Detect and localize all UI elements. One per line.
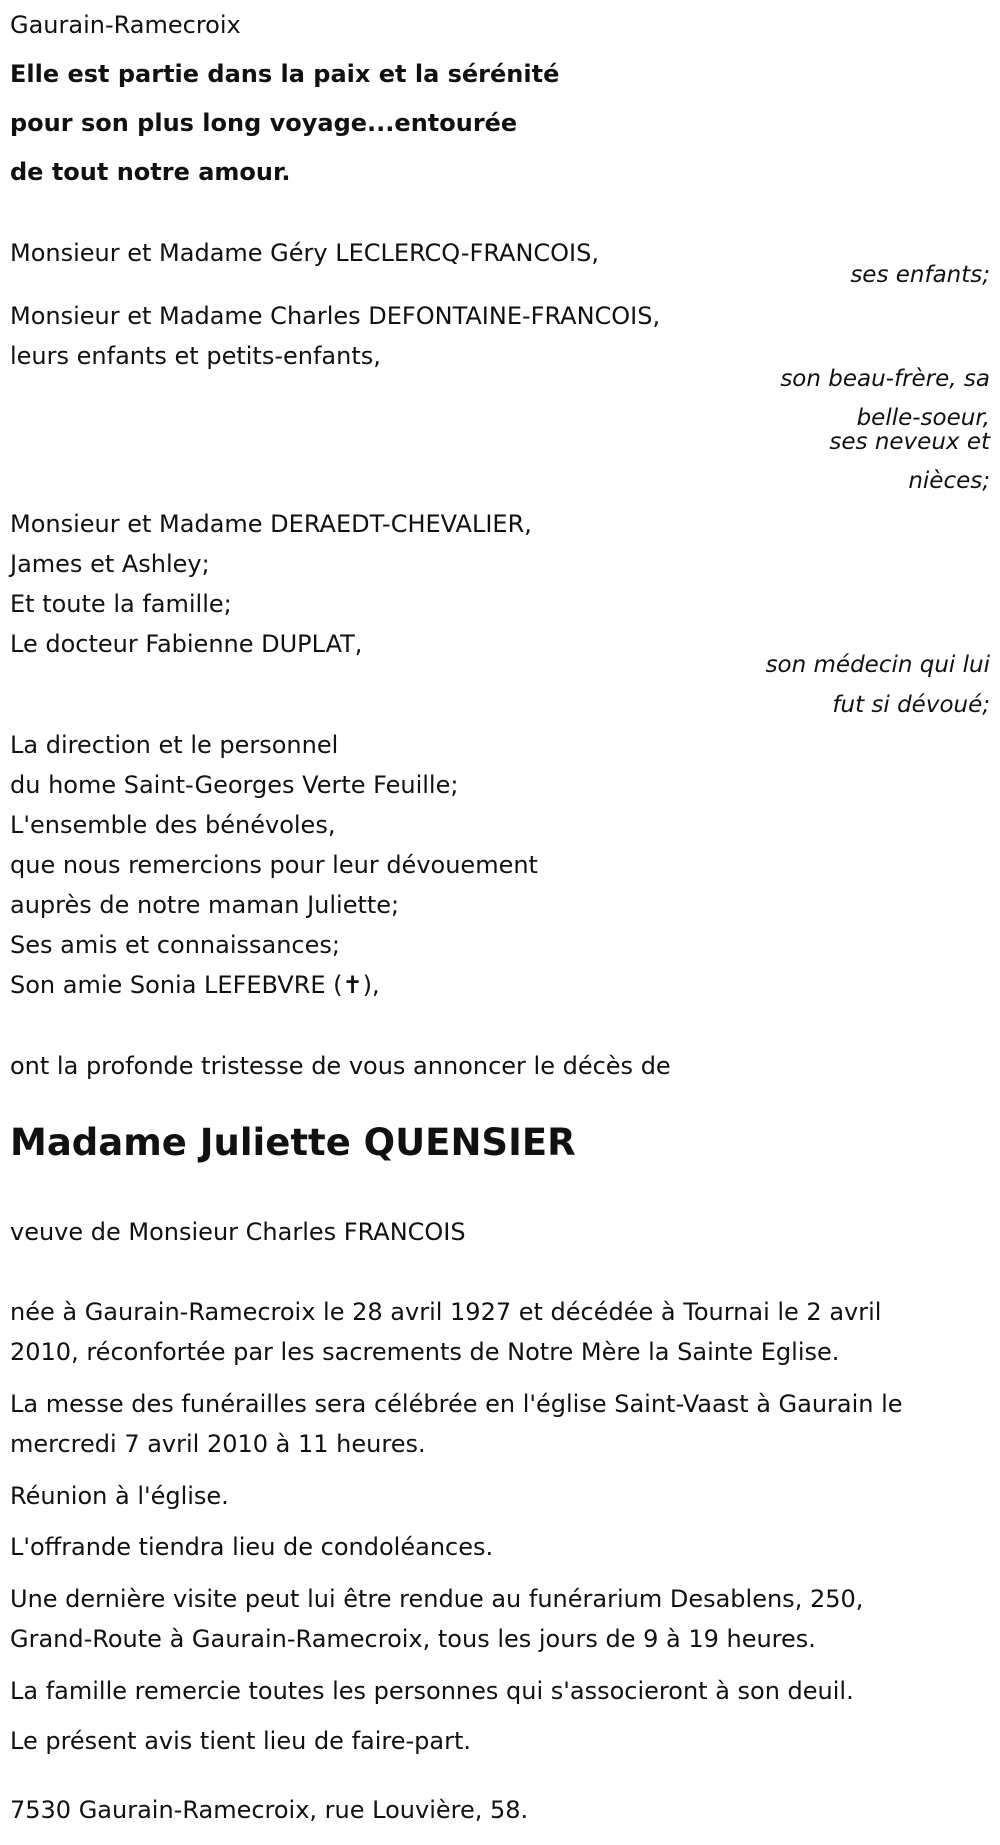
family-james-ashley: James et Ashley; — [10, 550, 210, 578]
family-grandchildren: leurs enfants et petits-enfants, — [10, 342, 381, 370]
meeting-info: Réunion à l'église. — [10, 1482, 229, 1510]
thanks-line-5: auprès de notre maman Juliette; — [10, 891, 400, 919]
deceased-name: Madame Juliette QUENSIER — [10, 1121, 576, 1164]
widow-of: veuve de Monsieur Charles FRANCOIS — [10, 1218, 466, 1246]
inlaws-role-1: son beau-frère, sa — [780, 366, 990, 392]
announcement: ont la profonde tristesse de vous annoncer le décès de — [10, 1052, 671, 1080]
birth-death-line-2: 2010, réconfortée par les sacrements de Notre Mère la Sainte Eglise. — [10, 1338, 840, 1366]
notice-info: Le présent avis tient lieu de faire-part. — [10, 1727, 472, 1755]
family-leclercq: Monsieur et Madame Géry LECLERCQ-FRANCOIS, — [10, 239, 599, 267]
mass-line-2: mercredi 7 avril 2010 à 11 heures. — [10, 1430, 426, 1458]
doctor-role-1: son médecin qui lui — [765, 652, 990, 678]
thanks-line-3: L'ensemble des bénévoles, — [10, 811, 336, 839]
verse-line-1: Elle est partie dans la paix et la sérénité — [10, 60, 560, 88]
visit-line-2: Grand-Route à Gaurain-Ramecroix, tous les jours de 9 à 19 heures. — [10, 1625, 816, 1653]
address: 7530 Gaurain-Ramecroix, rue Louvière, 58. — [10, 1796, 529, 1824]
family-doctor: Le docteur Fabienne DUPLAT, — [10, 630, 363, 658]
inlaws-role-4: nièces; — [908, 468, 990, 494]
thanks-line-7: Son amie Sonia LEFEBVRE (✝), — [10, 971, 380, 999]
location-heading: Gaurain-Ramecroix — [10, 11, 241, 39]
children-role: ses enfants; — [850, 262, 990, 288]
inlaws-role-3: ses neveux et — [829, 429, 990, 455]
verse-line-2: pour son plus long voyage...entourée — [10, 109, 518, 137]
thanks-line-4: que nous remercions pour leur dévouement — [10, 851, 538, 879]
thanks-line-2: du home Saint-Georges Verte Feuille; — [10, 771, 459, 799]
mass-line-1: La messe des funérailles sera célébrée en l'église Saint-Vaast à Gaurain le — [10, 1390, 903, 1418]
thanks-line-1: La direction et le personnel — [10, 731, 339, 759]
family-defontaine: Monsieur et Madame Charles DEFONTAINE-FRANCOIS, — [10, 302, 661, 330]
family-thanks: La famille remercie toutes les personnes qui s'associeront à son deuil. — [10, 1677, 854, 1705]
doctor-role-2: fut si dévoué; — [832, 692, 990, 718]
thanks-line-6: Ses amis et connaissances; — [10, 931, 340, 959]
verse-line-3: de tout notre amour. — [10, 158, 291, 186]
offering-info: L'offrande tiendra lieu de condoléances. — [10, 1533, 494, 1561]
family-whole: Et toute la famille; — [10, 590, 232, 618]
family-deraedt: Monsieur et Madame DERAEDT-CHEVALIER, — [10, 510, 532, 538]
visit-line-1: Une dernière visite peut lui être rendue au funérarium Desablens, 250, — [10, 1585, 864, 1613]
birth-death-line-1: née à Gaurain-Ramecroix le 28 avril 1927 et décédée à Tournai le 2 avril — [10, 1298, 882, 1326]
inlaws-role-2: belle-soeur, — [856, 405, 990, 431]
